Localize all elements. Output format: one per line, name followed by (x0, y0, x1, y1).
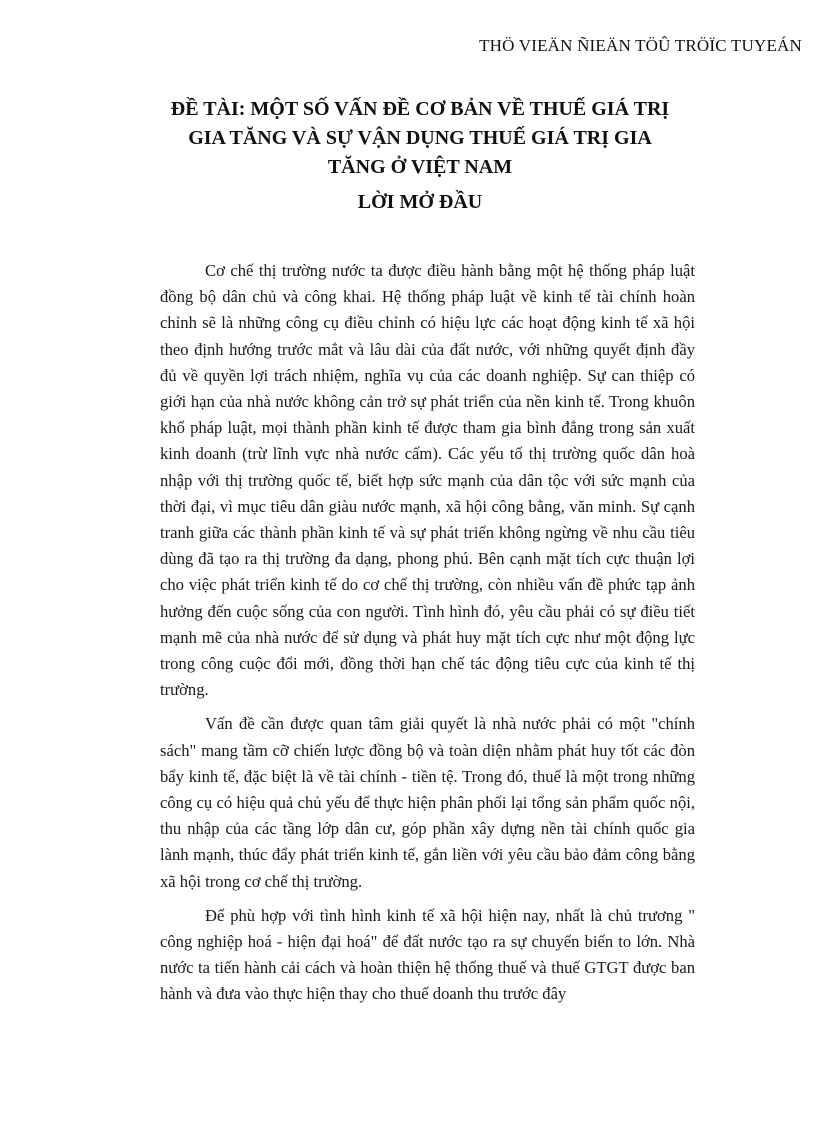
title-line-1: ĐỀ TÀI: MỘT SỐ VẤN ĐỀ CƠ BẢN VỀ THUẾ GIÁ TRỊ (170, 98, 670, 120)
paragraph-1: Cơ chế thị trường nước ta được điều hành bằng một hệ thống pháp luật đồng bộ dân chủ và công khai. Hệ thống pháp luật về kinh tế tài chính hoàn chỉnh sẽ là những công cụ điều chỉnh có hiệu lực các hoạt động kinh tế xã hội theo định hướng trước mắt và lâu dài của đất nước, với những quyết định đầy đủ về quyền lợi trách nhiệm, nghĩa vụ của các doanh nghiệp. Sự can thiệp có giới hạn của nhà nước không cản trở sự phát triển của nền kinh tế. Trong khuôn khổ pháp luật, mọi thành phần kinh tế được tham gia bình đẳng trong sản xuất kinh doanh (trừ lĩnh vực nhà nước cấm). Các yếu tố thị trường quốc dân hoà nhập với thị trường quốc tế, biết hợp sức mạnh của dân tộc với sức mạnh của thời đại, vì mục tiêu dân giàu nước mạnh, xã hội công bằng, văn minh. Sự cạnh tranh giữa các thành phần kinh tế và sự phát triển không ngừng về nhu cầu tiêu dùng đã tạo ra thị trường đa dạng, phong phú. Bên cạnh mặt tích cực thuận lợi cho việc phát triển kinh tế do cơ chế thị trường, còn nhiều vấn đề phức tạp ảnh hưởng đến cuộc sống của con người. Tình hình đó, yêu cầu phải có sự điều tiết mạnh mẽ của nhà nước để sử dụng và phát huy mặt tích cực như một động lực trong công cuộc đổi mới, đồng thời hạn chế tác động tiêu cực của kinh tế thị trường. (160, 261, 695, 700)
title-line-2: GIA TĂNG VÀ SỰ VẬN DỤNG THUẾ GIÁ TRỊ GIA (188, 127, 652, 149)
title-line-3: TĂNG Ở VIỆT NAM (327, 156, 513, 178)
paragraph-3: Để phù hợp với tình hình kinh tế xã hội hiện nay, nhất là chủ trương " công nghiệp hoá - hiện đại hoá" để đất nước tạo ra sự chuyển biến to lớn. Nhà nước ta tiến hành cải cách và hoàn thiện hệ thống thuế và thuế GTGT được ban hành và đưa vào thực hiện thay cho thuế doanh thu trước đây (160, 905, 695, 1004)
paragraph-2: Vấn đề cần được quan tâm giải quyết là nhà nước phải có một "chính sách" mang tầm cỡ chiến lược đồng bộ và toàn diện nhằm phát huy tốt các đòn bẩy kinh tế, đặc biệt là về tài chính - tiền tệ. Trong đó, thuế là một trong những công cụ có hiệu quả chủ yếu để thực hiện phân phối lại tổng sản phẩm quốc nội, thu nhập của các tầng lớp dân cư, góp phần xây dựng nền tài chính quốc gia lành mạnh, thúc đẩy phát triển kinh tế, gắn liền với yêu cầu bảo đảm công bằng xã hội trong cơ chế thị trường. (160, 714, 695, 891)
body-text (160, 258, 695, 1016)
running-header: THÖ VIEÄN ÑIEÄN TÖÛ TRÖÏC TUYEÁN (479, 36, 802, 55)
section-heading: LỜI MỞ ĐẦU (357, 191, 483, 213)
document-title (150, 95, 690, 217)
